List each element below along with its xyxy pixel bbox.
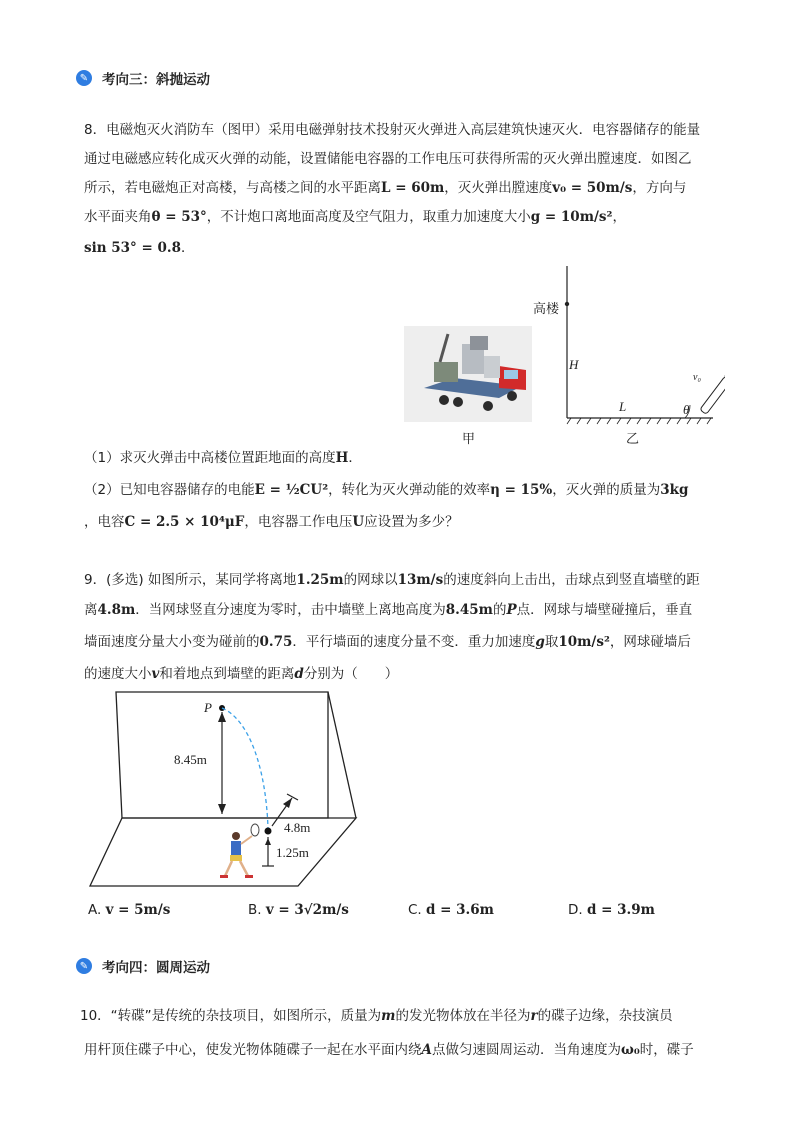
q8-line-4: 水平面夹角θ = 53°，不计炮口离地面高度及空气阻力，取重力加速度大小g = 10m/s²， [84,209,626,225]
section-heading-3 [76,68,210,88]
q9-line-3: 墙面速度分量大小变为碰前的0.75．平行墙面的速度分量不变．重力加速度g取10m/s²，网球碰墙后 [84,634,691,650]
q9-line-1: 9．(多选) 如图所示，某同学将离地1.25m的网球以13m/s的速度斜向上击出，击球点到竖直墙壁的距 [84,572,700,588]
figure-tennis-wall [80,690,370,890]
q10-line-1: 10．“转碟”是传统的杂技项目，如图所示，质量为m的发光物体放在半径为r的碟子边缘，杂技演员 [80,1008,673,1024]
point-P-label: P [204,700,212,715]
option-d[interactable]: D. d = 3.9m [568,902,655,918]
section-title: 考向三：斜抛运动 [102,72,210,88]
q8-part-2: （2）已知电容器储存的电能E = ½CU²，转化为灭火弹动能的效率η = 15%，灭火弹的质量为3kg [84,482,689,498]
velocity-v0-label: v₀ [693,372,701,383]
section-title: 考向四：圆周运动 [102,960,210,976]
q8-line-3: 所示，若电磁炮正对高楼，与高楼之间的水平距离L = 60m，灭火弹出膛速度v₀ = 50m/s，方向与 [84,180,687,196]
q9-line-4: 的速度大小v和着地点到墙壁的距离d分别为（ ） [84,666,399,682]
angle-theta-label: θ [683,402,690,417]
q10-line-2: 用杆顶住碟子中心，使发光物体随碟子一起在水平面内绕A点做匀速圆周运动．当角速度为ω₀时，碟子 [84,1042,694,1058]
figure-yi-label: 乙 [626,432,640,447]
section-heading-4 [76,956,210,976]
building-projectile-diagram [525,262,725,452]
distance-48-label: 4.8m [284,820,311,835]
distance-L-label: L [619,399,627,414]
q8-line-5: sin 53° = 0.8． [84,240,195,256]
tennis-player [220,824,259,878]
figure-jia-label: 甲 [462,431,476,446]
height-125-label: 1.25m [276,845,309,860]
q8-part-1: （1）求灭火弹击中高楼位置距地面的高度H． [84,450,362,466]
height-845-label: 8.45m [174,752,207,767]
option-a[interactable]: A. v = 5m/s [88,902,171,918]
tennis-wall-diagram [80,690,370,890]
q8-line-1: 8．电磁炮灭火消防车（图甲）采用电磁弹射技术投射灭火弹进入高层建筑快速灭火．电容器储存的能量 [84,122,701,138]
height-H-label: H [569,357,579,372]
figure-truck [404,326,532,422]
q8-line-2: 通过电磁感应转化成灭火弹的动能，设置储能电容器的工作电压可获得所需的灭火弹出膛速度．如图乙 [84,151,692,167]
option-b[interactable]: B. v = 3√2m/s [248,902,349,918]
figure-diagram-yi [525,262,725,452]
q8-part-2-cont: ，电容C = 2.5 × 10⁴μF，电容器工作电压U应设置为多少？ [84,514,459,530]
truck-illustration [404,326,532,422]
building-label: 高楼 [533,302,560,317]
option-c[interactable]: C. d = 3.6m [408,902,494,918]
q9-line-2: 离4.8m．当网球竖直分速度为零时，击中墙壁上离地高度为8.45m的P点．网球与墙壁碰撞后，垂直 [84,602,693,618]
pen-icon: ✎ [76,958,92,974]
pen-icon: ✎ [76,70,92,86]
